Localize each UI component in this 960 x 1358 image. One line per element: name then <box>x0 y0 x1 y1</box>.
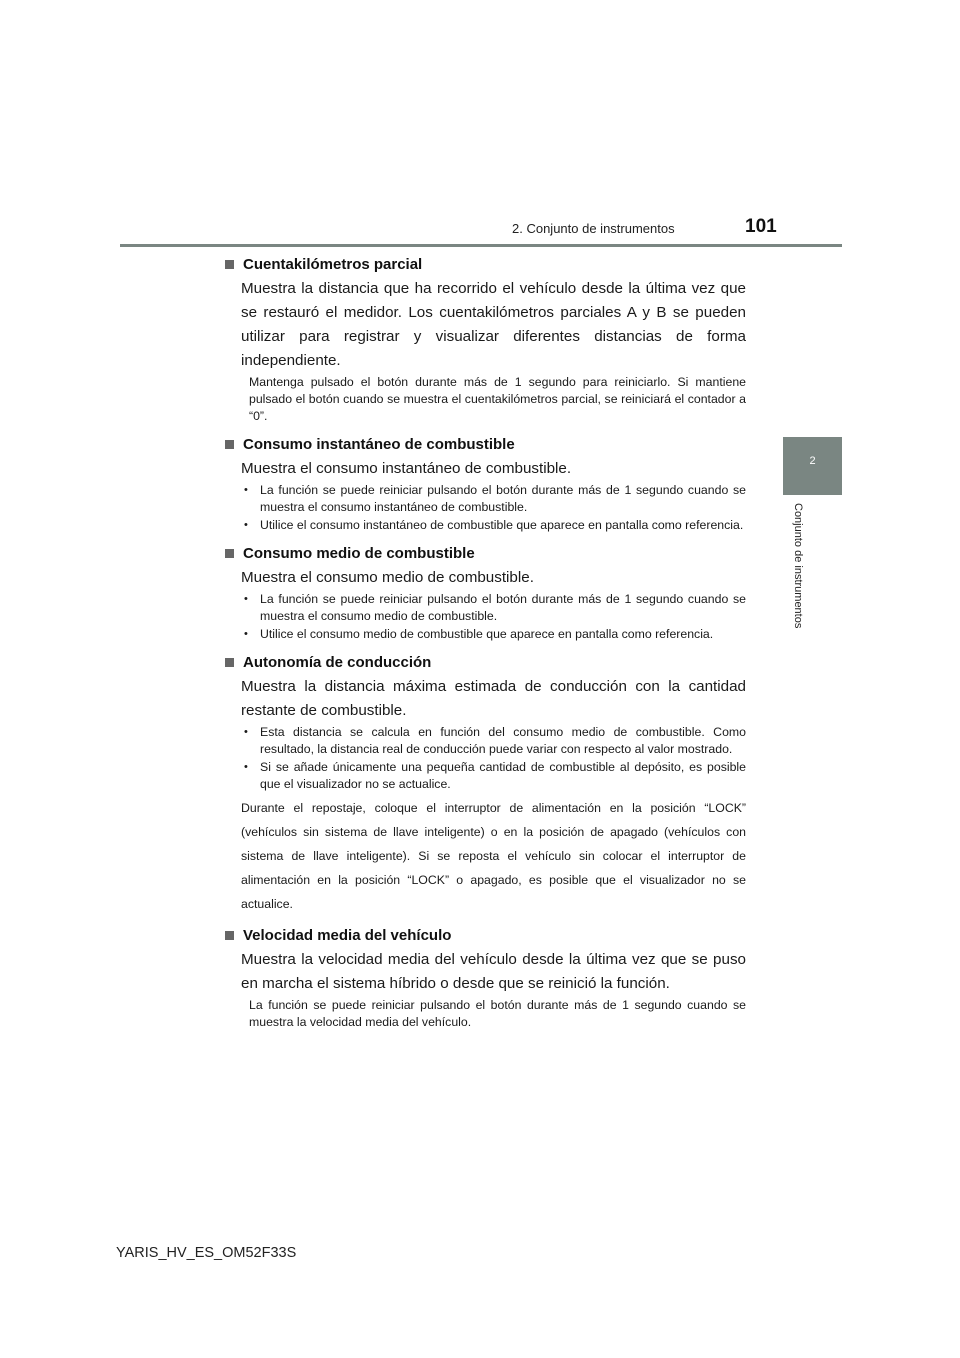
chapter-label: Conjunto de instrumentos <box>792 503 804 629</box>
section-heading <box>222 542 746 564</box>
section-body: Muestra la velocidad media del vehículo desde la última vez que se puso en marcha el sistema híbrido o desde que se reinició la función. <box>241 951 746 992</box>
list-item: • Si se añade únicamente una pequeña cantidad de combustible al depósito, es posible que el visualizador no se actualice. <box>241 759 746 793</box>
section-average-consumption <box>222 542 746 643</box>
page-number: 101 <box>745 216 777 237</box>
section-paragraph: Durante el repostaje, coloque el interruptor de alimentación en la posición “LOCK” (vehículos sin sistema de llave inteligente) o en la posición de apagado (vehículos con sistema de llave inteligente). Si se reposta el vehículo sin colocar el interruptor de alimentación en la posición “LOCK” o apagado, es posible que el visualizador no se actualice. <box>241 801 746 911</box>
content <box>222 253 746 1039</box>
section-body: Muestra el consumo instantáneo de combustible. <box>241 460 572 477</box>
heading-text: Consumo medio de combustible <box>243 544 475 562</box>
square-bullet-icon <box>225 658 234 667</box>
section-heading <box>222 924 746 946</box>
section-heading <box>222 433 746 455</box>
section-average-speed <box>222 924 746 1031</box>
square-bullet-icon <box>225 260 234 269</box>
list-item: • La función se puede reiniciar pulsando el botón durante más de 1 segundo cuando se muestra el consumo instantáneo de combustible. <box>241 482 746 516</box>
bullet-list <box>241 724 746 793</box>
section-heading <box>222 651 746 673</box>
section-driving-range <box>222 651 746 916</box>
chapter-number: 2 <box>809 455 816 467</box>
section-body: Muestra el consumo medio de combustible. <box>241 569 534 586</box>
section-heading <box>222 253 746 275</box>
bullet-list <box>241 482 746 534</box>
square-bullet-icon <box>225 931 234 940</box>
heading-text: Velocidad media del vehículo <box>243 926 452 944</box>
heading-text: Cuentakilómetros parcial <box>243 255 423 273</box>
section-trip-meter <box>222 253 746 425</box>
section-body: Muestra la distancia máxima estimada de conducción con la cantidad restante de combustible. <box>241 678 746 719</box>
section-body: Muestra la distancia que ha recorrido el vehículo desde la última vez que se restauró el medidor. Los cuentakilómetros parciales A y B se pueden utilizar para registrar y visualizar diferentes distancias de forma independiente. <box>241 280 746 369</box>
bullet-list <box>241 591 746 643</box>
square-bullet-icon <box>225 549 234 558</box>
heading-text: Consumo instantáneo de combustible <box>243 435 515 453</box>
header-rule <box>120 244 842 247</box>
list-item: • Utilice el consumo medio de combustible que aparece en pantalla como referencia. <box>241 626 746 643</box>
list-item: • Esta distancia se calcula en función del consumo medio de combustible. Como resultado, la distancia real de conducción puede variar con respecto al valor mostrado. <box>241 724 746 758</box>
chapter-tab <box>783 437 842 495</box>
square-bullet-icon <box>225 440 234 449</box>
list-item: • La función se puede reiniciar pulsando el botón durante más de 1 segundo cuando se muestra el consumo medio de combustible. <box>241 591 746 625</box>
list-item: • Utilice el consumo instantáneo de combustible que aparece en pantalla como referencia. <box>241 517 746 534</box>
section-note: Mantenga pulsado el botón durante más de 1 segundo para reiniciarlo. Si mantiene pulsado el botón cuando se muestra el cuentakilómetros parcial, se reiniciará el contador a “0”. <box>249 375 746 423</box>
header-section-title: 2. Conjunto de instrumentos <box>512 221 675 236</box>
heading-text: Autonomía de conducción <box>243 653 432 671</box>
section-note: La función se puede reiniciar pulsando el botón durante más de 1 segundo cuando se muestra la velocidad media del vehículo. <box>249 998 746 1029</box>
section-instant-consumption <box>222 433 746 534</box>
footer-doc-code: YARIS_HV_ES_OM52F33S <box>116 1245 297 1261</box>
